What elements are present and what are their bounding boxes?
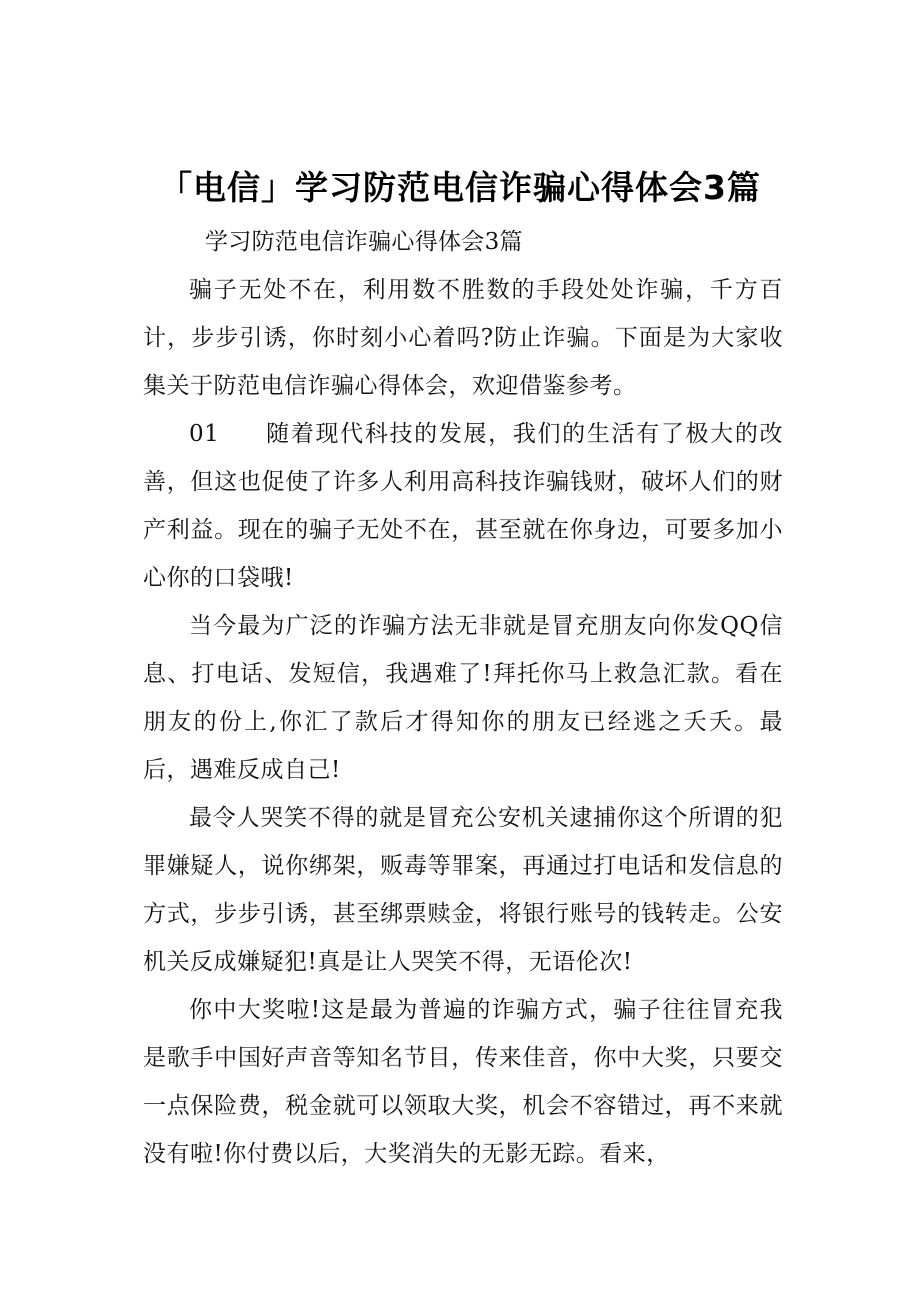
document-body bbox=[143, 218, 783, 1178]
section-paragraph-1 bbox=[143, 410, 783, 602]
paragraph-text: 随着现代科技的发展，我们的生活有了极大的改善，但这也促使了许多人利用高科技诈骗钱财，破坏人们的财产利益。现在的骗子无处不在，甚至就在你身边，可要多加小心你的口袋哦! bbox=[143, 421, 783, 591]
paragraph-3: 最令人哭笑不得的就是冒充公安机关逮捕你这个所谓的犯罪嫌疑人，说你绑架，贩毒等罪案，再通过打电话和发信息的方式，步步引诱，甚至绑票赎金，将银行账号的钱转走。公安机关反成嫌疑犯!真是让人哭笑不得，无语伦次! bbox=[143, 805, 783, 975]
paragraph-4: 你中大奖啦!这是最为普遍的诈骗方式，骗子往往冒充我是歌手中国好声音等知名节目，传来佳音，你中大奖，只要交一点保险费，税金就可以领取大奖，机会不容错过，再不来就没有啦!你付费以后，大奖消失的无影无踪。看来， bbox=[143, 997, 783, 1167]
intro-paragraph: 骗子无处不在，利用数不胜数的手段处处诈骗，千方百计，步步引诱，你时刻小心着吗?防止诈骗。下面是为大家收集关于防范电信诈骗心得体会，欢迎借鉴参考。 bbox=[143, 277, 783, 399]
paragraph-2: 当今最为广泛的诈骗方法无非就是冒充朋友向你发QQ信息、打电话、发短信，我遇难了!拜托你马上救急汇款。看在朋友的份上,你汇了款后才得知你的朋友已经逃之夭夭。最后，遇难反成自己! bbox=[143, 613, 783, 783]
section-number: 01 bbox=[189, 421, 220, 447]
document-title: 「电信」学习防范电信诈骗心得体会3篇 bbox=[159, 168, 761, 208]
document-subtitle: 学习防范电信诈骗心得体会3篇 bbox=[205, 229, 523, 255]
